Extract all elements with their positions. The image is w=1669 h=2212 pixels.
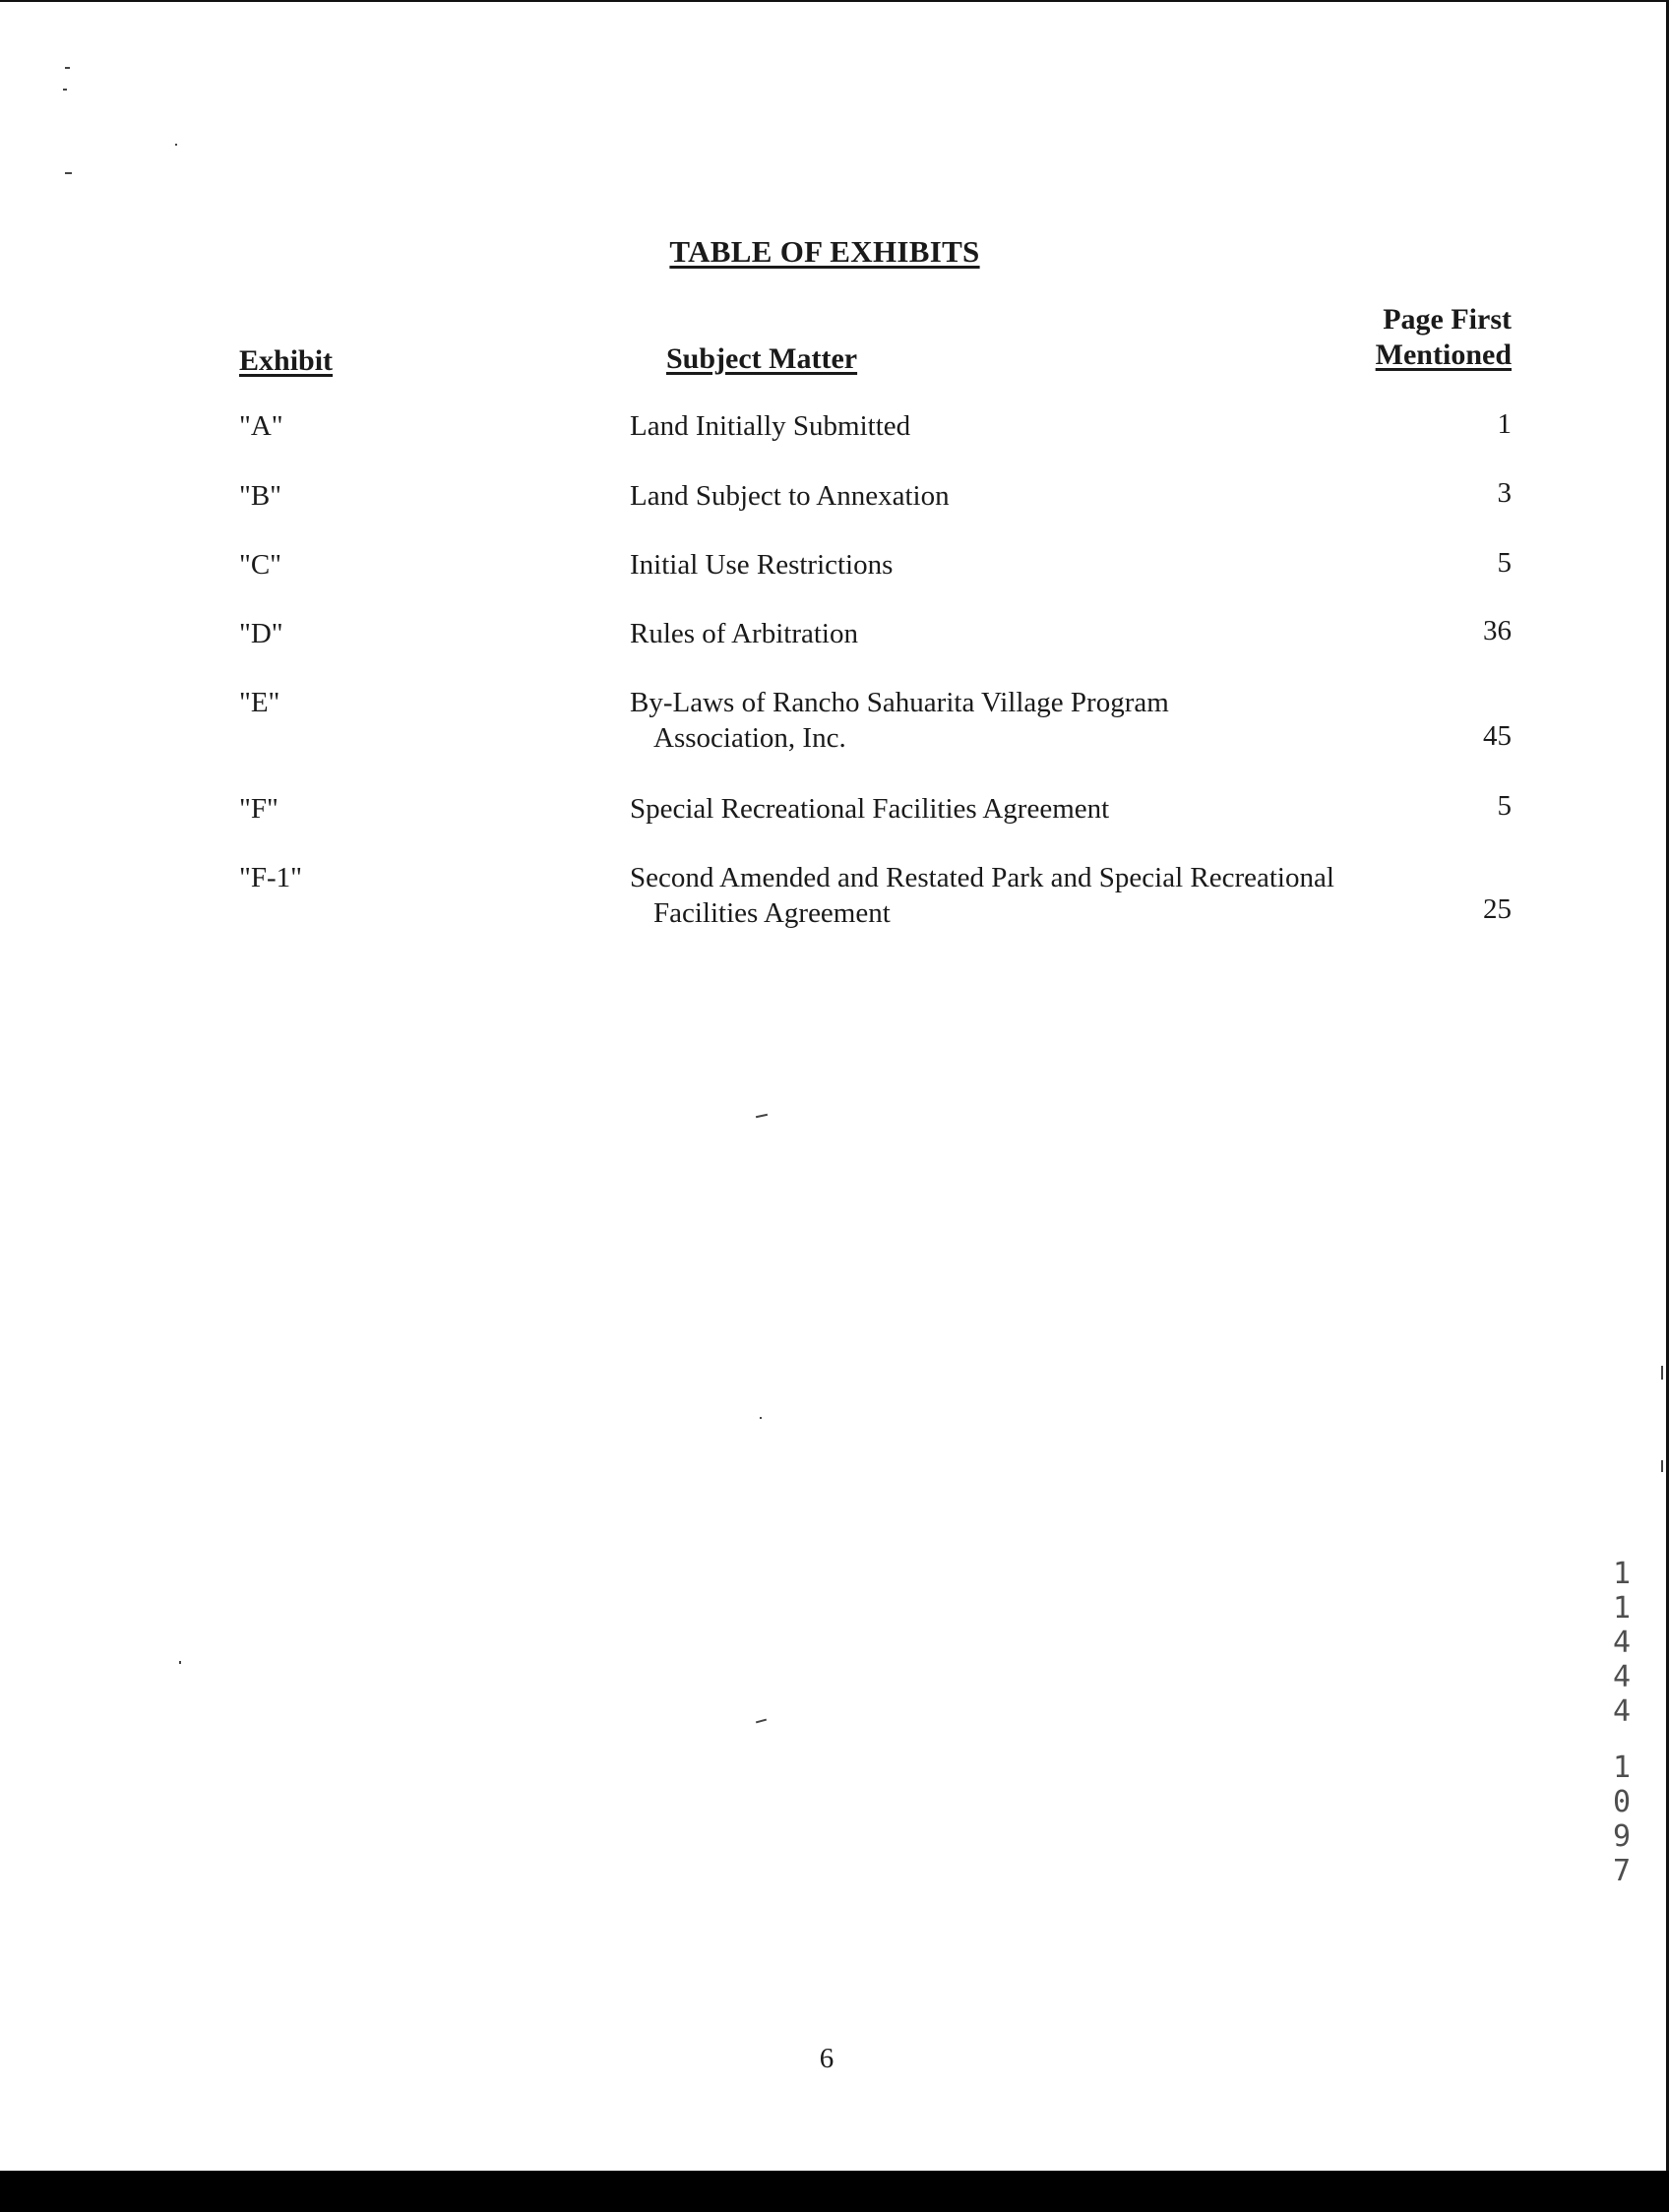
page-number: 6 [819, 2043, 834, 2074]
scan-border-top [0, 0, 1669, 2]
scan-speck [760, 1417, 762, 1419]
subject-text [630, 547, 1397, 583]
column-header-page-line1: Page First [1383, 303, 1512, 336]
stamp-digit: 1 [1612, 1751, 1632, 1785]
subject-text [630, 616, 1397, 651]
subject-line: Land Subject to Annexation [630, 480, 950, 512]
exhibit-label: "B" [239, 480, 282, 512]
stamp-digit: 1 [1612, 1557, 1632, 1591]
exhibit-label: "A" [239, 410, 283, 442]
stamp-digit: 9 [1612, 1819, 1632, 1854]
subject-line: Second Amended and Restated Park and Special Recreational [630, 862, 1334, 893]
subject-line: Special Recreational Facilities Agreement [630, 793, 1110, 825]
column-header-page-line2: Mentioned [1375, 338, 1512, 371]
exhibit-label: "F-1" [239, 862, 302, 893]
stamp-digit: 0 [1612, 1785, 1632, 1819]
stamp-digit: 4 [1612, 1694, 1632, 1729]
exhibit-label: "D" [239, 618, 283, 649]
page-ref: 5 [1497, 547, 1512, 579]
page-ref: 45 [1483, 720, 1512, 752]
page-ref: 3 [1497, 477, 1512, 509]
exhibit-label: "C" [239, 549, 282, 581]
subject-text [630, 791, 1397, 827]
page-ref: 1 [1497, 408, 1512, 440]
margin-stamp [1602, 1557, 1641, 1888]
column-header-page [1376, 302, 1512, 373]
scan-speck [1661, 1366, 1663, 1380]
exhibit-label: "E" [239, 687, 280, 718]
subject-text [630, 408, 1397, 444]
column-header-exhibit: Exhibit [239, 344, 334, 377]
subject-line: By-Laws of Rancho Sahuarita Village Program [630, 687, 1169, 718]
scan-speck [756, 1719, 767, 1724]
scan-speck [65, 172, 72, 174]
page-ref: 25 [1483, 893, 1512, 925]
subject-line-continued: Facilities Agreement [653, 897, 891, 929]
subject-line: Land Initially Submitted [630, 410, 911, 442]
page-ref: 36 [1483, 615, 1512, 646]
scan-speck [63, 89, 67, 91]
subject-text [630, 685, 1397, 756]
scan-speck [175, 144, 177, 146]
subject-text [630, 478, 1397, 514]
page-title: TABLE OF EXHIBITS [669, 234, 980, 269]
page-ref: 5 [1497, 790, 1512, 822]
subject-line-continued: Association, Inc. [653, 722, 846, 754]
scan-speck [756, 1114, 768, 1118]
subject-line: Initial Use Restrictions [630, 549, 894, 581]
stamp-digit: 1 [1612, 1591, 1632, 1626]
exhibit-label: "F" [239, 793, 278, 825]
subject-line: Rules of Arbitration [630, 618, 858, 649]
column-header-subject: Subject Matter [666, 342, 858, 375]
subject-text [630, 860, 1456, 931]
scan-speck [179, 1661, 181, 1664]
stamp-digit: 4 [1612, 1626, 1632, 1660]
stamp-digit: 4 [1612, 1660, 1632, 1694]
scan-speck [1661, 1460, 1663, 1472]
stamp-digit: 7 [1612, 1854, 1632, 1888]
scan-speck [65, 67, 70, 69]
scan-border-bottom [0, 2171, 1669, 2212]
stamp-gap [1602, 1729, 1641, 1751]
